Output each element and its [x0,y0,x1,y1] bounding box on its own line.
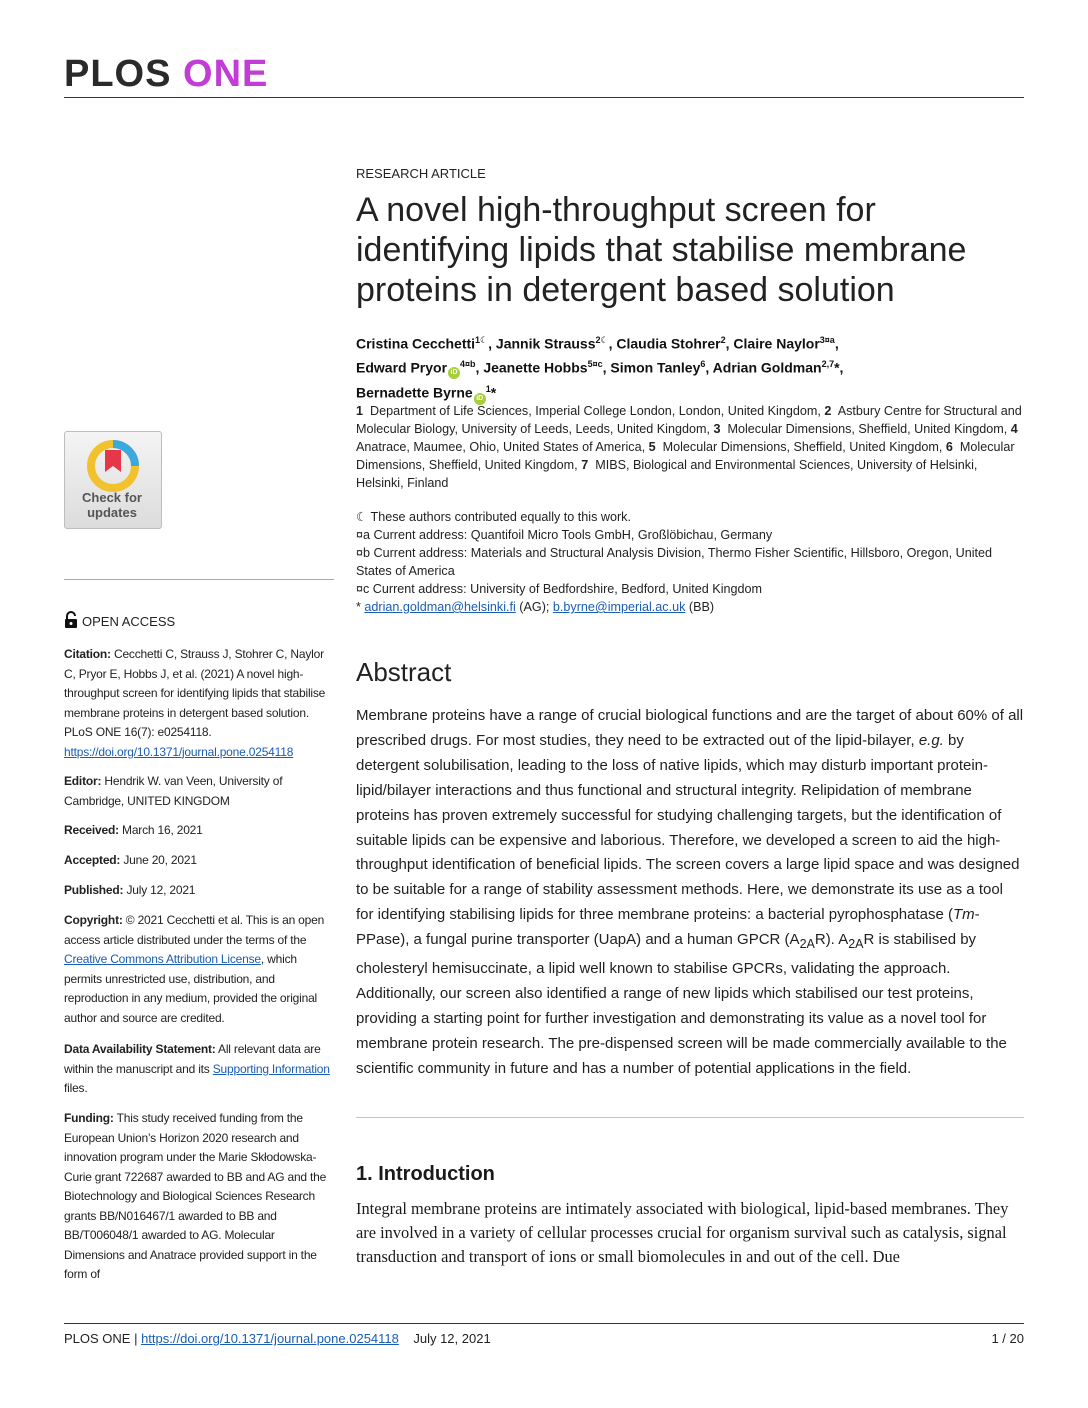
introduction-text: Integral membrane proteins are intimately associated with biological, lipid-based membranes. They are involved in a variety of cellular processes crucial for organism survival such as catalysis, signal transduction and transport of ions or small biomolecules in and out of the cell. Due [356,1199,1009,1266]
current-address-a: ¤a Current address: Quantifoil Micro Tools GmbH, Großlöbichau, Germany [356,528,773,542]
supporting-information-link[interactable]: Supporting Information [212,1061,330,1076]
author-notes [356,508,1024,616]
email-link-byrne[interactable]: b.byrne@imperial.ac.uk [552,600,686,614]
abstract-divider [356,1117,1024,1118]
abstract-heading: Abstract [356,657,452,687]
introduction-heading: 1. Introduction [356,1163,495,1185]
author[interactable]: Claire Naylor [733,335,820,352]
open-access-badge: OPEN ACCESS [64,611,175,632]
editor: Editor: Hendrik W. van Veen, University of Cambridge, UNITED KINGDOM [64,774,283,808]
abstract-text: Membrane proteins have a range of crucial biological functions and are the target of about 60% of all prescribed drugs. For most studies, they need to be extracted out of the lipid-bilayer, e.g. by detergent solubilisation, leading to the loss of native lipids, which may disturb important protein-lipid/bilayer interactions and thus functional and structural integrity. Relipidation of membrane proteins has proven extremely successful for studying challenging targets, but the identification of suitable lipids can be expensive and laborious. Therefore, we developed a screen to aid the high-throughput identification of beneficial lipids. The screen covers a large lipid space and was designed to be suitable for a range of stability assessment methods. Here, we demonstrate its use as a tool for identifying stabilising lipids for three membrane proteins: a bacterial pyrophosphatase (Tm-PPase), a fungal purine transporter (UapA) and a human GPCR $(A_{2A}R)$. $A_{2A}R$ is stabilised by cholesteryl hemisuccinate, a lipid well known to stabilise GPCRs, validating the approach. Additionally, our screen also identified a range of new lipids which stabilised our test proteins, providing a starting point for further investigation and demonstrating its value as a novel tool for membrane protein research. The pre-dispensed screen will be made commercially available to the scientific community in future and has a number of potential applications in the field. [356,707,1024,1077]
footer-divider [64,1323,1024,1324]
email-link-goldman[interactable]: adrian.goldman@helsinki.fi [364,600,516,614]
sidebar-divider [64,579,334,580]
funding: Funding: This study received funding from the European Union’s Horizon 2020 research and innovation program under the Marie Skłodowska-Curie grant 722687 awarded to BB and AG and the Biotechnology and Biological Sciences Research grants BB/N016467/1 awarded to BB and BB/T006048/1 awarded to AG. Molecular Dimensions and Anatrace provided support in the form of [64,1111,327,1281]
author-list: Cristina Cecchetti$^{1☾}$, Jannik Strauss$^{2☾}$, Claudia Stohrer$^2$, Claire Naylor$^{3¤a}$, Edward Pryor $iD^{4¤b}$, Jeanette Hobbs$^{5¤c}$, Simon Tanley$^6$, Adrian Goldman$^{2,7}$*, Bernadette Byrne $iD^1*$ [356,330,1024,405]
crossmark-icon [65,432,161,492]
author[interactable]: Jannik Strauss [495,335,596,352]
citation-doi-link[interactable]: https://doi.org/10.1371/journal.pone.0254118 [64,744,294,759]
citation: Citation: Cecchetti C, Strauss J, Stohrer C, Naylor C, Pryor E, Hobbs J, et al. (2021) A novel high-throughput screen for identifying lipids that stabilise membrane proteins in detergent based solution. PLoS ONE 16(7): e0254118. https://doi.org/10.1371/journal.pone.0254118 [64,647,326,759]
corresponding-authors: * adrian.goldman@helsinki.fi (AG); b.byrne@imperial.ac.uk (BB) [356,600,715,614]
author[interactable]: Cristina Cecchetti [356,335,476,352]
published-date: Published: July 12, 2021 [64,883,196,897]
received-date: Received: March 16, 2021 [64,823,203,837]
check-for-updates-label: Check for updates [82,490,142,520]
header-divider [64,97,1024,98]
author[interactable]: Jeanette Hobbs [483,359,588,376]
article-title: A novel high-throughput screen for identifying lipids that stabilise membrane proteins in detergent based solution [356,191,967,309]
license-link[interactable]: Creative Commons Attribution License [64,952,261,966]
author[interactable]: Bernadette Byrne [356,384,473,401]
page-footer: PLOS ONE | https://doi.org/10.1371/journal.pone.0254118 July 12, 2021 [64,1331,491,1346]
equal-contribution-note: ☾ These authors contributed equally to this work. [356,510,631,524]
copyright: Copyright: © 2021 Cecchetti et al. This is an open access article distributed under the terms of the Creative Commons Attribution License, which permits unrestricted use, distribution, and reproduction in any medium, provided the original author and source are credited. [64,913,325,1025]
data-availability: Data Availability Statement: All relevant data are within the manuscript and its Supporting Information files. [64,1042,330,1095]
author[interactable]: Adrian Goldman [712,359,822,376]
footer-date: July 12, 2021 [413,1331,491,1346]
footer-doi-link[interactable]: https://doi.org/10.1371/journal.pone.0254118 [141,1331,399,1346]
journal-logo: PLOS ONE [64,53,269,95]
open-lock-icon [64,611,78,632]
page-number: 1 / 20 [991,1331,1024,1346]
article-type: RESEARCH ARTICLE [356,166,486,181]
orcid-icon[interactable]: iD [474,393,486,405]
orcid-icon[interactable]: iD [448,367,460,379]
current-address-b: ¤b Current address: Materials and Structural Analysis Division, Thermo Fisher Scientific, Hillsboro, Oregon, United States of America [356,546,993,578]
author[interactable]: Edward Pryor [356,359,448,376]
author[interactable]: Simon Tanley [610,359,701,376]
author[interactable]: Claudia Stohrer [616,335,721,352]
current-address-c: ¤c Current address: University of Bedfordshire, Bedford, United Kingdom [356,582,762,596]
affiliations: 1 Department of Life Sciences, Imperial College London, London, United Kingdom, 2 Astbury Centre for Structural and Molecular Biology, University of Leeds, Leeds, United Kingdom, 3 Molecular Dimensions, Sheffield, United Kingdom, 4 Anatrace, Maumee, Ohio, United States of America, 5 Molecular Dimensions, Sheffield, United Kingdom, 6 Molecular Dimensions, Sheffield, United Kingdom, 7 MIBS, Biological and Environmental Sciences, University of Helsinki, Helsinki, Finland [356,404,1022,490]
accepted-date: Accepted: June 20, 2021 [64,853,197,867]
